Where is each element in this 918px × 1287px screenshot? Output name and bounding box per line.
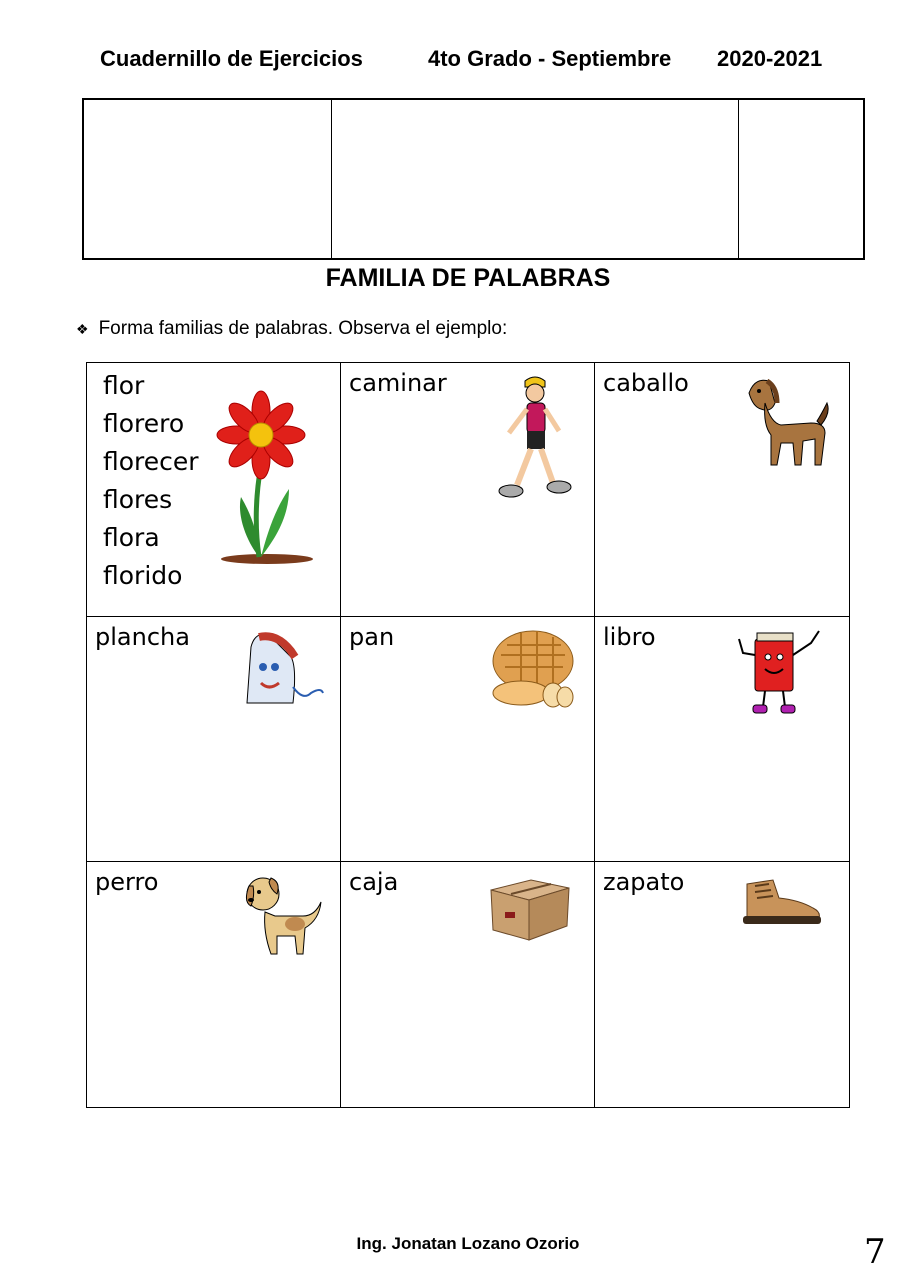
cell-word: plancha [95, 623, 190, 651]
example-cell [87, 363, 341, 617]
footer-author: Ing. Jonatan Lozano Ozorio [356, 1234, 580, 1253]
info-cell-2[interactable] [332, 100, 739, 258]
cell-word: pan [349, 623, 395, 651]
info-cell-3[interactable] [739, 100, 863, 258]
example-word: florido [103, 561, 183, 590]
example-word: flora [103, 523, 160, 552]
header-workbook-title: Cuadernillo de Ejercicios [100, 46, 363, 71]
word-cell-perro [87, 862, 341, 1107]
cell-word: caminar [349, 369, 447, 397]
book-icon [735, 625, 829, 719]
example-word: florero [103, 409, 185, 438]
example-word-list [103, 367, 199, 595]
word-cell-libro [595, 617, 849, 862]
word-cell-plancha [87, 617, 341, 862]
word-cell-caja [341, 862, 595, 1107]
word-cell-pan [341, 617, 595, 862]
horse-icon [741, 373, 831, 469]
header-grade-month: 4to Grado - Septiembre [428, 46, 672, 71]
instruction [76, 318, 507, 340]
example-word: flor [103, 371, 145, 400]
cell-word: caballo [603, 369, 689, 397]
word-cell-caballo [595, 363, 849, 617]
box-icon [487, 872, 573, 942]
cell-word: caja [349, 868, 399, 896]
header-school-year: 2020-2021 [717, 46, 823, 71]
example-word: flores [103, 485, 173, 514]
iron-icon [241, 627, 327, 709]
word-cell-caminar [341, 363, 595, 617]
instruction-text: Forma familias de palabras. Observa el ejemplo: [98, 318, 508, 339]
cell-word: zapato [603, 868, 685, 896]
word-family-grid [86, 362, 850, 1108]
student-info-table [82, 98, 865, 260]
bread-icon [491, 625, 579, 709]
diamond-bullet-icon: ❖ [76, 320, 89, 337]
cell-word: perro [95, 868, 159, 896]
shoe-icon [739, 876, 823, 928]
cell-word: libro [603, 623, 656, 651]
info-cell-1[interactable] [84, 100, 332, 258]
dog-icon [241, 872, 325, 958]
page-header [0, 46, 918, 78]
page-number: 7 [864, 1232, 886, 1272]
word-cell-zapato [595, 862, 849, 1107]
walking-person-icon [495, 373, 575, 509]
flower-icon [215, 389, 319, 565]
example-word: florecer [103, 447, 199, 476]
page-title: FAMILIA DE PALABRAS [325, 264, 611, 292]
